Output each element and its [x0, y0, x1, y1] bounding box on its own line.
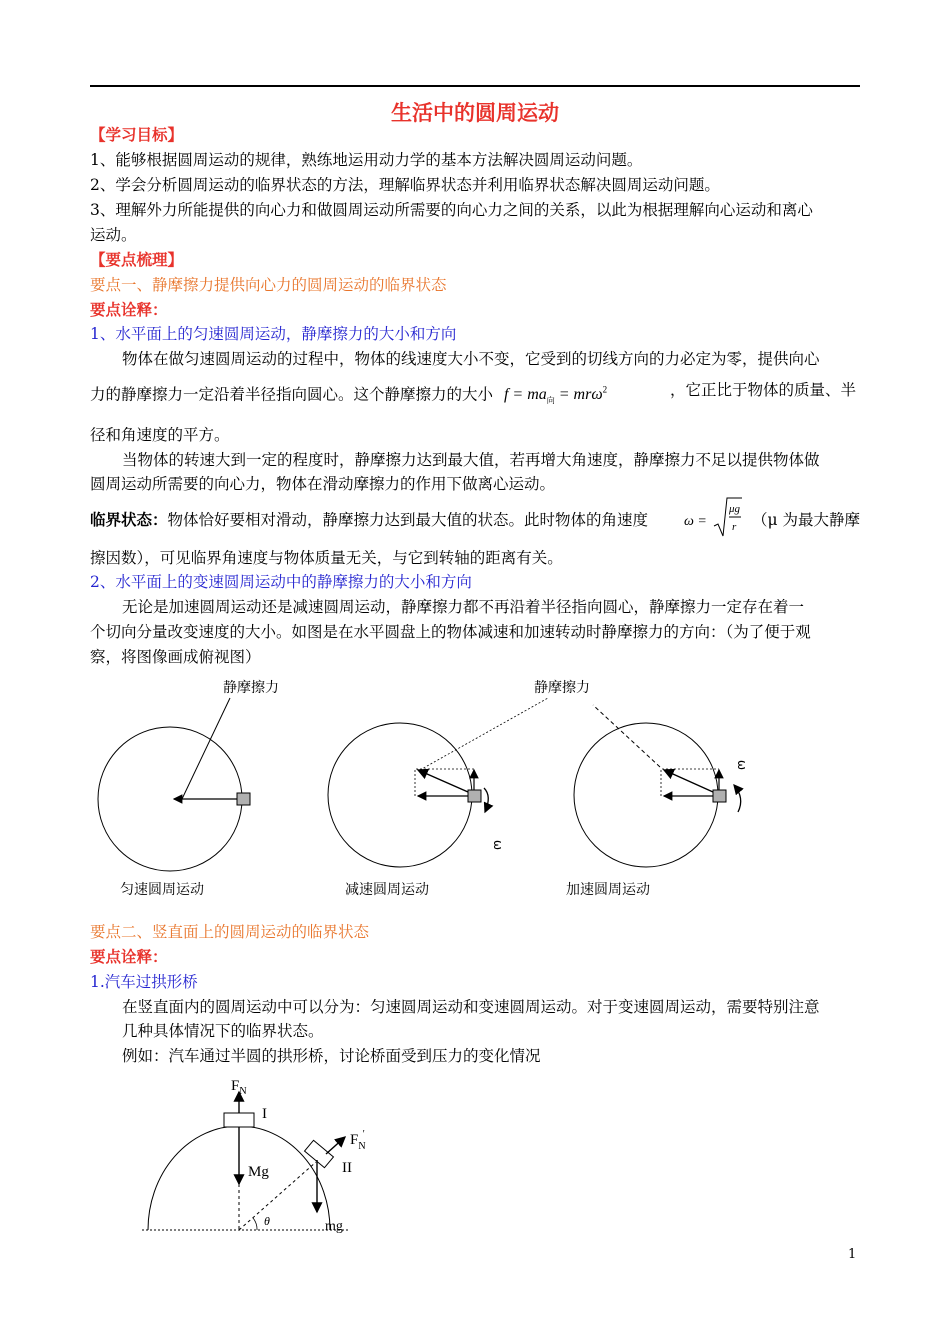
fn-right-sub: N [358, 1141, 366, 1152]
rotation-arrow-decel [484, 788, 488, 812]
paragraph-line: 物体在做匀速圆周运动的过程中，物体的线速度大小不变，它受到的切线方向的力必定为零，提供向心 [122, 350, 820, 368]
goals-heading: 【学习目标】 [90, 125, 184, 144]
label-I: I [262, 1106, 267, 1122]
friction-label-2: 静摩擦力 [534, 680, 590, 696]
paragraph-line: 几种具体情况下的临界状态。 [122, 1022, 324, 1040]
fn-right-symbol: F [350, 1132, 359, 1148]
leader-line-2 [420, 698, 548, 770]
block-decel [468, 790, 481, 802]
point1-sub2-title: 2、水平面上的变速圆周运动中的静摩擦力的大小和方向 [90, 573, 472, 591]
paragraph-line: 径和角速度的平方。 [90, 426, 230, 444]
fn-right-label [350, 1129, 366, 1152]
paragraph-text: ，它正比于物体的质量、半 [670, 381, 857, 399]
paragraph-line: 当物体的转速大到一定的程度时，静摩擦力达到最大值，若再增大角速度，静摩擦力不足以提供物体做 [122, 451, 820, 469]
fn-top-symbol: F [231, 1078, 240, 1094]
fn-top-label [231, 1078, 247, 1097]
formula-rest: = mrω [554, 386, 603, 404]
label-II: II [342, 1160, 352, 1176]
sqrt-fraction [712, 496, 742, 540]
paragraph-text: 力的静摩擦力一定沿着半径指向圆心。这个静摩擦力的大小 [90, 385, 494, 404]
caption-uniform: 匀速圆周运动 [120, 882, 204, 898]
header-rule [90, 85, 860, 87]
paragraph-line: 圆周运动所需要的向心力，物体在滑动摩擦力的作用下做离心运动。 [90, 475, 556, 493]
fn-top-sub: N [239, 1086, 247, 1097]
goal-item: 2、学会分析圆周运动的临界状态的方法，理解临界状态并利用临界状态解决圆周运动问题。 [90, 176, 720, 194]
paragraph-line: 在竖直面内的圆周运动中可以分为：匀速圆周运动和变速圆周运动。对于变速圆周运动，需要特别注意 [122, 998, 820, 1016]
point1-explain-label: 要点诠释： [90, 300, 168, 319]
leader-line-1 [182, 698, 230, 799]
page-number: 1 [848, 1247, 857, 1262]
point2-sub1-title: 1.汽车过拱形桥 [90, 973, 198, 991]
goal-item: 3、理解外力所能提供的向心力和做圆周运动所需要的向心力之间的关系，以此为根据理解向心运动和离心 [90, 201, 813, 219]
leader-line-3 [593, 705, 660, 767]
points-heading: 【要点梳理】 [90, 250, 184, 269]
formula-sup: 2 [602, 385, 608, 395]
goal-item: 1、能够根据圆周运动的规律，熟练地运用动力学的基本方法解决圆周运动问题。 [90, 151, 643, 169]
friction-label-1: 静摩擦力 [223, 680, 279, 696]
friction-arrow-accel [664, 770, 713, 792]
omega-decel: ω [491, 840, 505, 851]
car-position-I [224, 1113, 254, 1127]
normal-force-II [326, 1137, 345, 1154]
paragraph-line: 无论是加速圆周运动还是减速圆周运动，静摩擦力都不再沿着半径指向圆心，静摩擦力一定存在着一 [122, 598, 805, 616]
formula-f [503, 385, 608, 406]
page-title: 生活中的圆周运动 [391, 100, 559, 125]
formula-line [90, 378, 860, 414]
frac-den: r [732, 521, 737, 533]
goal-item: 运动。 [90, 226, 137, 244]
critical-text: 物体恰好要相对滑动，静摩擦力达到最大值的状态。此时物体的角速度 [167, 511, 649, 529]
label-Mg: Mg [248, 1164, 269, 1180]
label-theta: θ [264, 1214, 270, 1228]
disc-decel [328, 723, 472, 867]
caption-decel: 减速圆周运动 [345, 882, 429, 898]
critical-tail: （μ 为最大静摩 [752, 511, 861, 529]
frac-num: μg [729, 503, 741, 515]
label-mg: mg [325, 1219, 343, 1234]
friction-figure [90, 672, 770, 902]
point2-explain-label: 要点诠释： [90, 947, 168, 966]
block-accel [713, 790, 726, 802]
paragraph-line: 擦因数），可见临界角速度与物体质量无关，与它到转轴的距离有关。 [90, 549, 563, 567]
rotation-arrow-accel [734, 785, 741, 812]
paragraph-line: 例如：汽车通过半圆的拱形桥，讨论桥面受到压力的变化情况 [122, 1047, 541, 1065]
point2-title: 要点二、竖直面上的圆周运动的临界状态 [90, 923, 370, 941]
critical-line [90, 503, 861, 533]
omega-eq: ω = [684, 514, 707, 529]
omega-accel: ω [735, 760, 749, 771]
point1-title: 要点一、静摩擦力提供向心力的圆周运动的临界状态 [90, 276, 447, 294]
paragraph-line: 察，将图像画成俯视图） [90, 648, 261, 666]
disc-accel [574, 723, 718, 867]
paragraph-line: 个切向分量改变速度的大小。如图是在水平圆盘上的物体减速和加速转动时静摩擦力的方向：（为了便于观 [90, 623, 811, 641]
bridge-figure [140, 1072, 380, 1242]
friction-arrow-decel [418, 770, 468, 792]
critical-label: 临界状态： [90, 510, 168, 529]
caption-accel: 加速圆周运动 [566, 882, 650, 898]
formula-sub: 向 [546, 396, 555, 406]
formula-f-main: f = ma [503, 386, 547, 404]
block-uniform [237, 793, 250, 805]
theta-arc [253, 1218, 257, 1230]
point1-sub1-title: 1、水平面上的匀速圆周运动，静摩擦力的大小和方向 [90, 325, 457, 343]
fn-right-prime: ′ [362, 1129, 365, 1140]
